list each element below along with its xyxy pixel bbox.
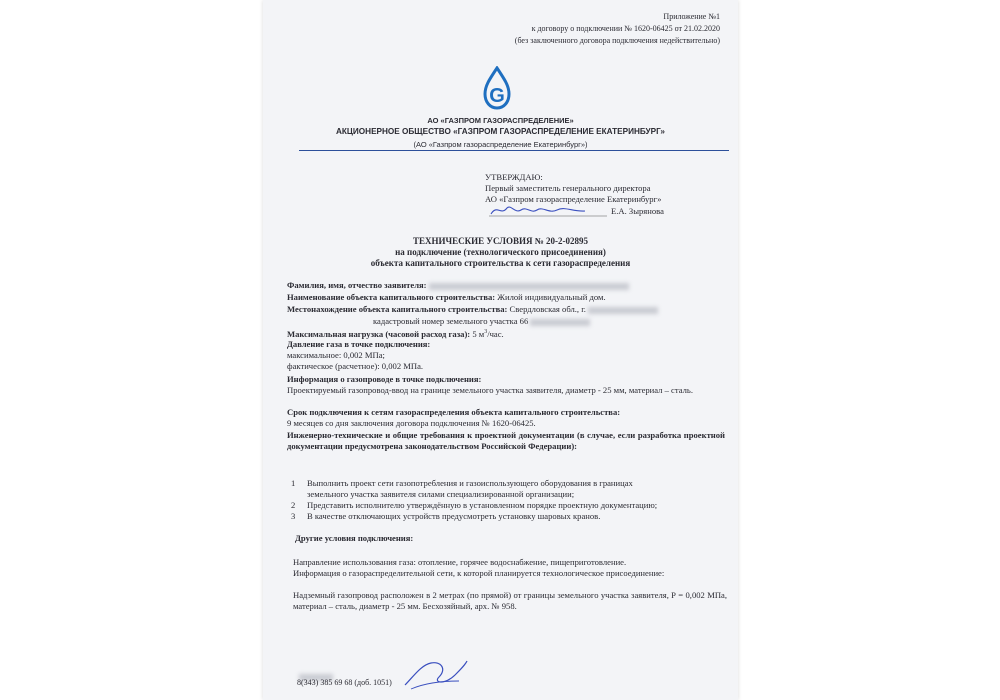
applicant-label: Фамилия, имя, отчество заявителя: <box>287 280 427 290</box>
pipeline-label <box>287 374 481 385</box>
network-info: Информация о газораспределительной сети, к которой планируется технологическое присоединение: <box>293 568 665 578</box>
document-title <box>263 236 738 269</box>
validity-note: (без заключенного договора подключения недействительно) <box>514 36 720 45</box>
network-value: Надземный газопровод расположен в 2 метрах (по прямой) от границы земельного участка заявителя, Р = 0,002 МПа, материал – сталь, диаметр - 25 мм. Бесхозяйный, арх. № 958. <box>293 590 727 611</box>
approval-position: Первый заместитель генерального директора <box>485 183 651 193</box>
title-line-3: объекта капитального строительства к сети газораспределения <box>370 258 631 268</box>
signature-icon <box>487 202 607 220</box>
requirements-list <box>291 478 657 522</box>
pressure-block <box>287 339 430 372</box>
location-value: Свердловская обл., г. <box>509 304 586 314</box>
pipeline-value: Проектируемый газопровод-ввод на границе земельного участка заявителя, диаметр - 25 мм, материал – сталь. <box>287 385 693 395</box>
signer-name: Е.А. Зырянова <box>611 206 664 216</box>
object-label: Наименование объекта капитального строительства: <box>287 292 496 302</box>
applicant-row <box>287 280 629 291</box>
pipeline-label-text: Информация о газопроводе в точке подключения: <box>287 374 482 384</box>
approval-block <box>485 172 664 219</box>
contract-line: к договору о подключении № 1620-06425 от 21.02.2020 <box>531 24 720 33</box>
list-item: 3 В качестве отключающих устройств предусмотреть установку шаровых кранов. <box>291 511 601 521</box>
cadastral-row <box>373 316 590 327</box>
load-superscript: 3 <box>484 329 488 335</box>
list-item: 2 Представить исполнителю утверждённую в установленном порядке проектную документацию; <box>291 500 658 510</box>
svg-text:G: G <box>489 85 505 107</box>
term-value: 9 месяцев со дня заключения договора подключения № 1620-06425. <box>287 418 536 428</box>
load-value: 5 м <box>472 328 485 339</box>
location-label: Местонахождение объекта капитального строительства: <box>287 304 508 314</box>
document-page <box>263 0 738 700</box>
appendix-header <box>515 12 720 46</box>
footer-signature-icon <box>401 655 471 693</box>
object-value: Жилой индивидуальный дом. <box>497 292 606 302</box>
pressure-label: Давление газа в точке подключения: <box>287 339 431 349</box>
redacted-cadastral <box>530 319 590 326</box>
org-short-name: (АО «Газпром газораспределение Екатеринбург») <box>413 140 588 149</box>
gazprom-logo-icon <box>475 66 519 114</box>
title-line-1: ТЕХНИЧЕСКИЕ УСЛОВИЯ № 20-2-02895 <box>412 236 589 246</box>
redacted-applicant <box>429 283 629 290</box>
org-full-name: АКЦИОНЕРНОЕ ОБЩЕСТВО «ГАЗПРОМ ГАЗОРАСПРЕДЕЛЕНИЕ ЕКАТЕРИНБУРГ» <box>336 127 665 136</box>
term-label: Срок подключения к сетям газораспределения объекта капитального строительства: <box>287 407 621 417</box>
list-item: земельного участка заявителя силами специализированной организации; <box>307 489 575 499</box>
approval-company: АО «Газпром газораспределение Екатеринбург» <box>485 194 662 204</box>
pressure-actual: фактическое (расчетное): 0,002 МПа. <box>287 361 424 371</box>
load-row <box>287 327 504 340</box>
list-item: 1 Выполнить проект сети газопотребления и газоиспользующего оборудования в границах <box>291 478 633 488</box>
object-row <box>287 292 606 303</box>
redacted-location <box>588 307 658 314</box>
requirements-label: Инженерно-технические и общие требования к проектной документации (в случае, если разработка проектной документации предусмотрена законодательством Российской Федерации): <box>287 430 725 451</box>
appendix-label: Приложение №1 <box>663 12 720 21</box>
org-parent-name: АО «ГАЗПРОМ ГАЗОРАСПРЕДЕЛЕНИЕ» <box>427 116 574 125</box>
header-divider <box>299 150 729 151</box>
load-label: Максимальная нагрузка (часовой расход газа): <box>287 328 471 339</box>
cadastral-value: кадастровый номер земельного участка 66 <box>373 316 529 326</box>
other-label: Другие условия подключения: <box>295 533 414 543</box>
footer-phone: 8(343) 385 69 68 (доб. 1051) <box>297 678 392 687</box>
gas-usage: Направление использования газа: отопление, горячее водоснабжение, пищеприготовление. <box>293 557 627 567</box>
pressure-max: максимальное: 0,002 МПа; <box>287 350 385 360</box>
title-line-2: на подключение (технологического присоединения) <box>395 247 606 257</box>
approval-title: УТВЕРЖДАЮ: <box>485 172 543 182</box>
load-unit: /час. <box>487 328 504 339</box>
location-row <box>287 304 658 315</box>
